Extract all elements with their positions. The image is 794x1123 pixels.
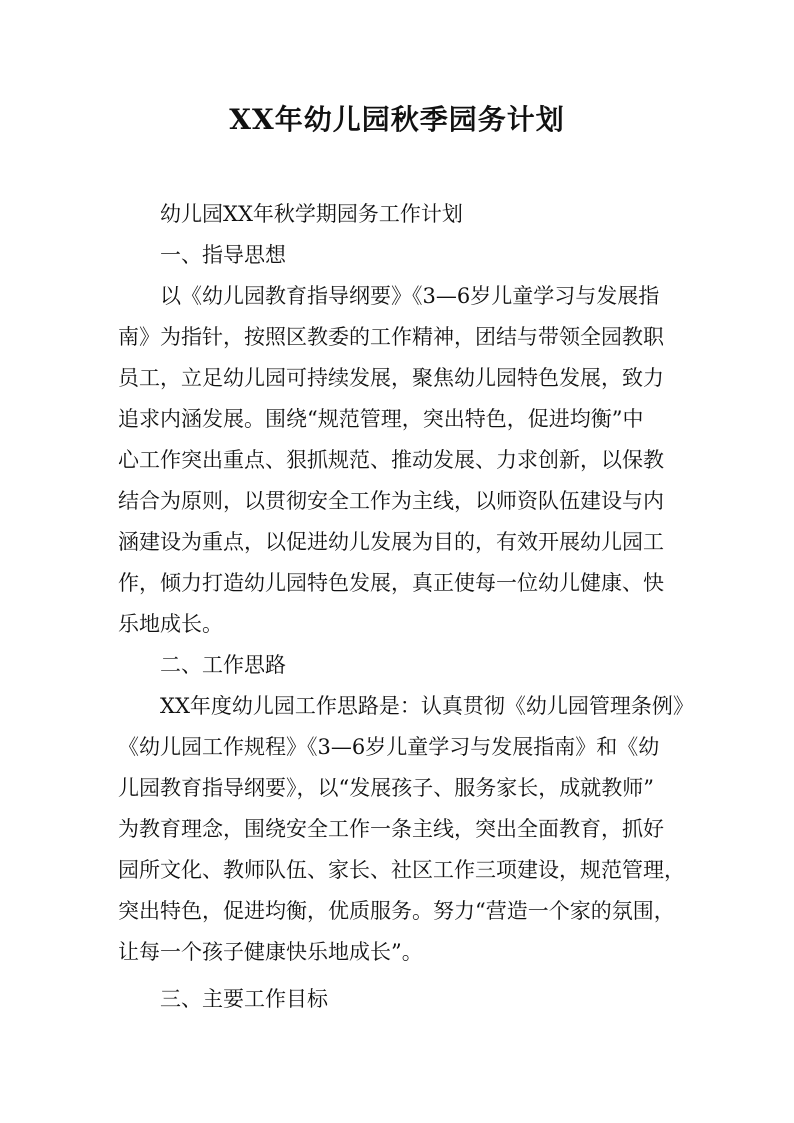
- paragraph-line: 结合为原则，以贯彻安全工作为主线，以师资队伍建设与内: [118, 489, 664, 513]
- paragraph-line: 作，倾力打造幼儿园特色发展，真正使每一位幼儿健康、快: [118, 571, 664, 595]
- section-heading-work-approach: 二、工作思路: [160, 653, 286, 677]
- document-body: [118, 194, 694, 1020]
- paragraph-line: 南》为指针，按照区教委的工作精神，团结与带领全园教职: [118, 325, 664, 349]
- paragraph-line: XX年度幼儿园工作思路是：认真贯彻《幼儿园管理条例》: [160, 694, 694, 718]
- paragraph-line: 突出特色，促进均衡，优质服务。努力“营造一个家的氛围，: [118, 899, 675, 923]
- paragraph-line: 涵建设为重点，以促进幼儿发展为目的，有效开展幼儿园工: [118, 530, 664, 554]
- paragraph-line: 追求内涵发展。围绕“规范管理，突出特色，促进均衡”中: [118, 407, 644, 431]
- document-title: XX年幼儿园秋季园务计划: [229, 103, 565, 136]
- paragraph-line: 园所文化、教师队伍、家长、社区工作三项建设，规范管理，: [118, 858, 685, 882]
- section-heading-main-goals: 三、主要工作目标: [160, 987, 328, 1011]
- paragraph-line: 乐地成长。: [118, 612, 223, 636]
- paragraph-line: 让每一个孩子健康快乐地成长”。: [118, 940, 423, 964]
- paragraph-line: 以《幼儿园教育指导纲要》《3—6岁儿童学习与发展指: [160, 284, 660, 308]
- paragraph-line: 儿园教育指导纲要》，以“发展孩子、服务家长，成就教师”: [118, 776, 654, 800]
- section-heading-guiding-ideology: 一、指导思想: [160, 243, 286, 267]
- paragraph-line: 员工，立足幼儿园可持续发展，聚焦幼儿园特色发展，致力: [118, 366, 664, 390]
- document-subtitle: 幼儿园XX年秋学期园务工作计划: [160, 202, 463, 226]
- paragraph-line: 为教育理念，围绕安全工作一条主线，突出全面教育，抓好: [118, 817, 664, 841]
- paragraph-line: 《幼儿园工作规程》《3—6岁儿童学习与发展指南》和《幼: [118, 735, 660, 759]
- paragraph-line: 心工作突出重点、狠抓规范、推动发展、力求创新，以保教: [118, 448, 664, 472]
